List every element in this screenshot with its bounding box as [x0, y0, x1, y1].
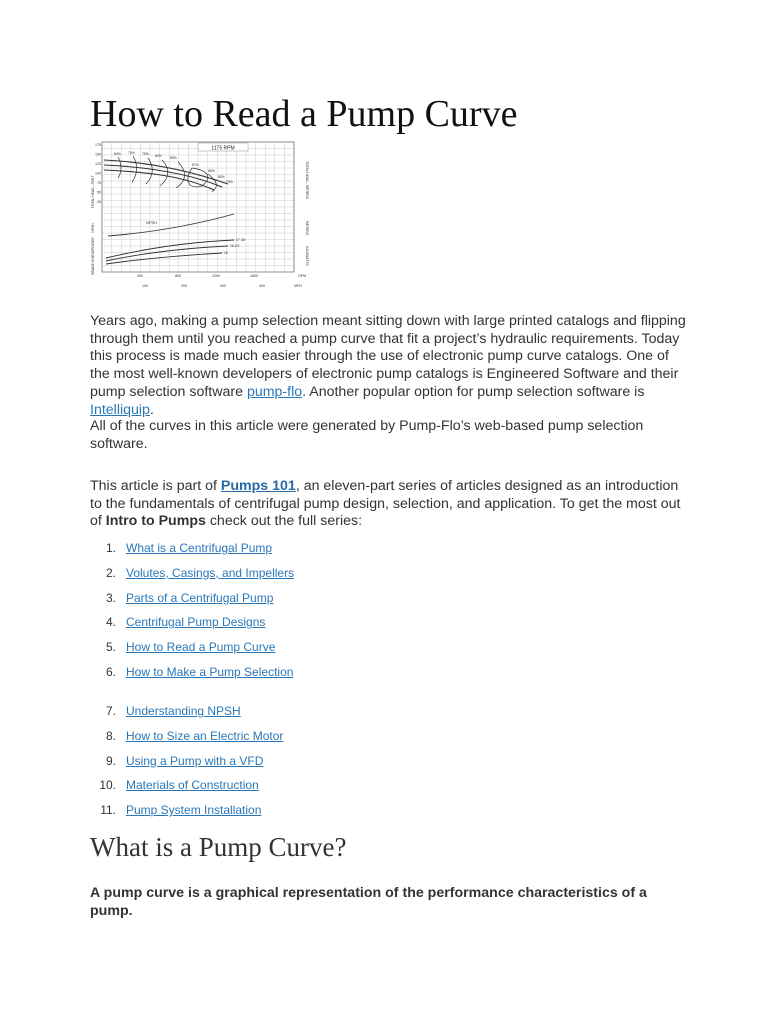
- efficiency-label: 75%: [142, 152, 149, 156]
- page-title: How to Read a Pump Curve: [90, 93, 518, 135]
- list-number: 8.: [105, 728, 116, 743]
- list-item: [90, 729, 283, 754]
- series-link-10[interactable]: Materials of Construction: [126, 778, 259, 793]
- intro-text-b: . Another popular option for pump selection software is: [302, 383, 645, 400]
- series-intro-paragraph: [90, 478, 690, 531]
- series-link-1[interactable]: What is a Centrifugal Pump: [126, 541, 273, 555]
- x-tick-label: 1600: [250, 274, 258, 278]
- y-tick-label: 50: [97, 190, 101, 195]
- series-link-4[interactable]: Centrifugal Pump Designs: [126, 615, 266, 630]
- y-tick-label: 25: [97, 200, 101, 204]
- list-item: [90, 615, 294, 640]
- list-item: [90, 778, 283, 803]
- intro-to-pumps-bold: Intro to Pumps: [105, 513, 206, 530]
- series-link-6[interactable]: How to Make a Pump Selection: [126, 664, 294, 679]
- curves-note-paragraph: All of the curves in this article were generated by Pump-Flo’s web-based pump selection software.: [90, 418, 644, 452]
- series-text-a: This article is part of: [90, 478, 221, 494]
- intro-text-c: .: [149, 401, 154, 418]
- series-text-b: , an eleven-part series of articles designed as an introduction to the fundamentals of centrifugal pump design, selection, and application. To get the most out of: [90, 478, 681, 530]
- series-list-part-1: [90, 541, 294, 690]
- x-unit-gpm: GPM: [298, 274, 307, 278]
- right-axis-power-title: KILOWATTS: [305, 246, 309, 266]
- efficiency-label: 70%: [128, 151, 135, 155]
- efficiency-label: 85%: [170, 156, 177, 160]
- x-unit-m3h: M³/H: [294, 284, 302, 288]
- x-tick-label: 1200: [212, 274, 220, 278]
- y-tick-labels: [95, 143, 101, 204]
- x-tick-label-metric: 100: [142, 284, 148, 288]
- intro-text-a: Years ago, making a pump selection meant sitting down with large printed catalogs and flipping through them until you reached a pump curve that fit a project’s hydraulic requirements. Today this process is made much easier through the use of electronic pump curve catalogs. One of the most well-known developers of electronic pump catalogs is Engineered Software and their pump selection software: [90, 313, 686, 400]
- pumps-101-link[interactable]: Pumps 101: [220, 478, 296, 494]
- list-number: 7.: [105, 704, 116, 718]
- efficiency-label: 85%: [208, 169, 215, 173]
- efficiency-label: 60%: [114, 152, 121, 156]
- npsh-curve-label: NPSH: [146, 220, 158, 225]
- x-tick-label-metric: 400: [259, 284, 265, 288]
- left-axis-head-title: TOTAL HEAD - FEET: [91, 175, 95, 209]
- rpm-label: 1175 RPM: [211, 145, 235, 152]
- efficiency-label: 80%: [155, 154, 162, 158]
- x-tick-label: 800: [175, 274, 181, 278]
- efficiency-label: 87%: [192, 163, 199, 167]
- y-tick-label: 125: [95, 162, 101, 166]
- impeller-label: 15: [224, 251, 228, 255]
- series-link-8[interactable]: How to Size an Electric Motor: [126, 728, 284, 743]
- series-list-part-2: [90, 704, 283, 828]
- list-number: 4.: [105, 615, 116, 630]
- list-item: [90, 754, 283, 779]
- pump-curve-image: [88, 140, 310, 292]
- list-item: [90, 704, 283, 729]
- x-tick-label-metric: 300: [220, 284, 226, 288]
- series-link-11[interactable]: Pump System Installation: [126, 803, 262, 818]
- y-tick-label: 175: [95, 143, 101, 147]
- impeller-label: 16 1/2: [230, 244, 240, 248]
- list-number: 5.: [105, 640, 116, 655]
- list-item: [90, 566, 294, 591]
- series-link-5[interactable]: How to Read a Pump Curve: [126, 640, 276, 655]
- list-number: 6.: [105, 664, 116, 679]
- right-axis-head-title: TOTAL HEAD - METERS: [305, 161, 309, 199]
- series-link-9[interactable]: Using a Pump with a VFD: [126, 753, 264, 768]
- section-heading: What is a Pump Curve?: [90, 832, 347, 862]
- intelliquip-link[interactable]: Intelliquip: [90, 401, 150, 418]
- x-tick-labels-metric: [142, 284, 265, 288]
- efficiency-label: 75%: [226, 180, 233, 184]
- list-item: [90, 803, 283, 828]
- list-number: 9.: [105, 753, 116, 768]
- list-item: [90, 640, 294, 665]
- y-tick-label: 150: [95, 152, 101, 157]
- list-item: [90, 541, 294, 566]
- list-number: 3.: [105, 590, 116, 605]
- impeller-label: 17 3/4: [236, 238, 246, 242]
- left-axis-power-title: BRAKE HORSEPOWER: [91, 237, 95, 275]
- intro-paragraph: [90, 313, 690, 419]
- series-link-7[interactable]: Understanding NPSH: [126, 704, 241, 718]
- x-tick-label-metric: 200: [181, 284, 187, 288]
- series-text-c: check out the full series:: [205, 513, 363, 530]
- efficiency-label: 80%: [218, 175, 225, 179]
- list-item: [90, 665, 294, 690]
- left-axis-npsh-title: NPSH: [91, 223, 95, 233]
- list-number: 10.: [99, 778, 116, 793]
- series-link-2[interactable]: Volutes, Casings, and Impellers: [126, 565, 295, 580]
- list-number: 1.: [105, 541, 116, 555]
- definition-paragraph: A pump curve is a graphical representation of the performance characteristics of a pump.: [90, 885, 647, 919]
- right-axis-npsh-title: METERS: [305, 220, 309, 236]
- y-tick-label: 100: [95, 171, 101, 176]
- pump-flo-link[interactable]: pump-flo: [246, 383, 303, 400]
- list-number: 2.: [105, 565, 116, 580]
- series-link-3[interactable]: Parts of a Centrifugal Pump: [126, 590, 274, 605]
- list-item: [90, 591, 294, 616]
- list-number: 11.: [100, 803, 116, 818]
- pump-curve-figure: [88, 140, 310, 292]
- x-tick-labels: [137, 274, 258, 278]
- x-tick-label: 400: [137, 274, 143, 278]
- y-tick-label: 75: [97, 181, 101, 185]
